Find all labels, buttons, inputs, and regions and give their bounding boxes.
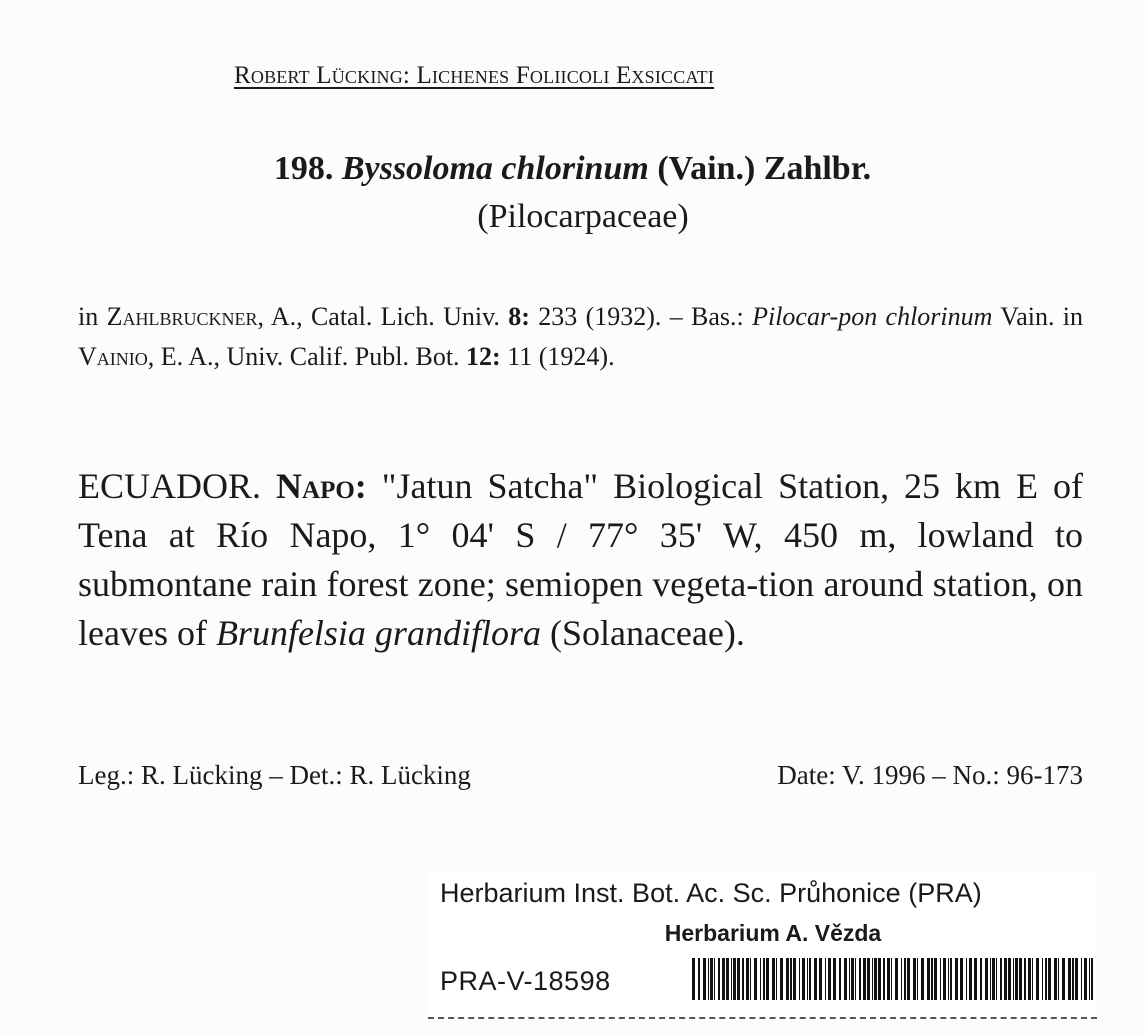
citation-basionym-authority: Vain. in [1000, 302, 1084, 331]
locality-province: Napo: [276, 466, 367, 506]
locality-country: ECUADOR. [78, 466, 262, 506]
citation-author-1: Zahlbruckner [106, 302, 258, 331]
species-heading [0, 150, 1145, 188]
locality-text: "Jatun Satcha" Biological Station, 25 km E of Tena at Río Napo, 1° 04' S / 77° 35' W, 450 m, lowland to submontane rain forest zone; semiopen vegeta-tion around station, on leaves of [78, 466, 1084, 653]
citation-pages-1: 233 (1932). – Bas.: [538, 302, 744, 331]
specimen-barcode [690, 958, 1100, 1000]
citation-pages-2: 11 (1924). [507, 342, 615, 371]
citation-volume-2: 12: [466, 342, 501, 371]
citation-ref-1: , A., Catal. Lich. Univ. [257, 302, 500, 331]
nomenclatural-citation [78, 297, 1083, 377]
citation-volume-1: 8: [508, 302, 530, 331]
collector-determiner: Leg.: R. Lücking – Det.: R. Lücking [78, 760, 471, 790]
herbarium-stamp [428, 872, 1097, 1019]
host-family: (Solanaceae). [549, 613, 745, 653]
series-title: Robert Lücking: Lichenes Foliicoli Exsiccati [234, 62, 715, 89]
citation-ref-2: , E. A., Univ. Calif. Publ. Bot. [147, 342, 460, 371]
institution-name: Herbarium Inst. Bot. Ac. Sc. Průhonice (PRA) [440, 878, 982, 908]
family-name: (Pilocarpaceae) [477, 198, 689, 235]
species-authority: (Vain.) Zahlbr. [657, 150, 872, 187]
citation-author-2: Vainio [78, 342, 148, 371]
species-name: Byssoloma chlorinum [341, 150, 649, 187]
citation-basionym: Pilocar-pon chlorinum [752, 302, 993, 331]
citation-in: in [78, 302, 99, 331]
host-plant: Brunfelsia grandiflora [215, 613, 541, 653]
date-number: Date: V. 1996 – No.: 96-173 [777, 760, 1083, 790]
collection-name: Herbarium A. Vězda [664, 920, 882, 946]
locality-description [78, 462, 1083, 658]
specimen-id: PRA-V-18598 [440, 966, 611, 996]
exsiccata-number: 198. [273, 150, 334, 187]
